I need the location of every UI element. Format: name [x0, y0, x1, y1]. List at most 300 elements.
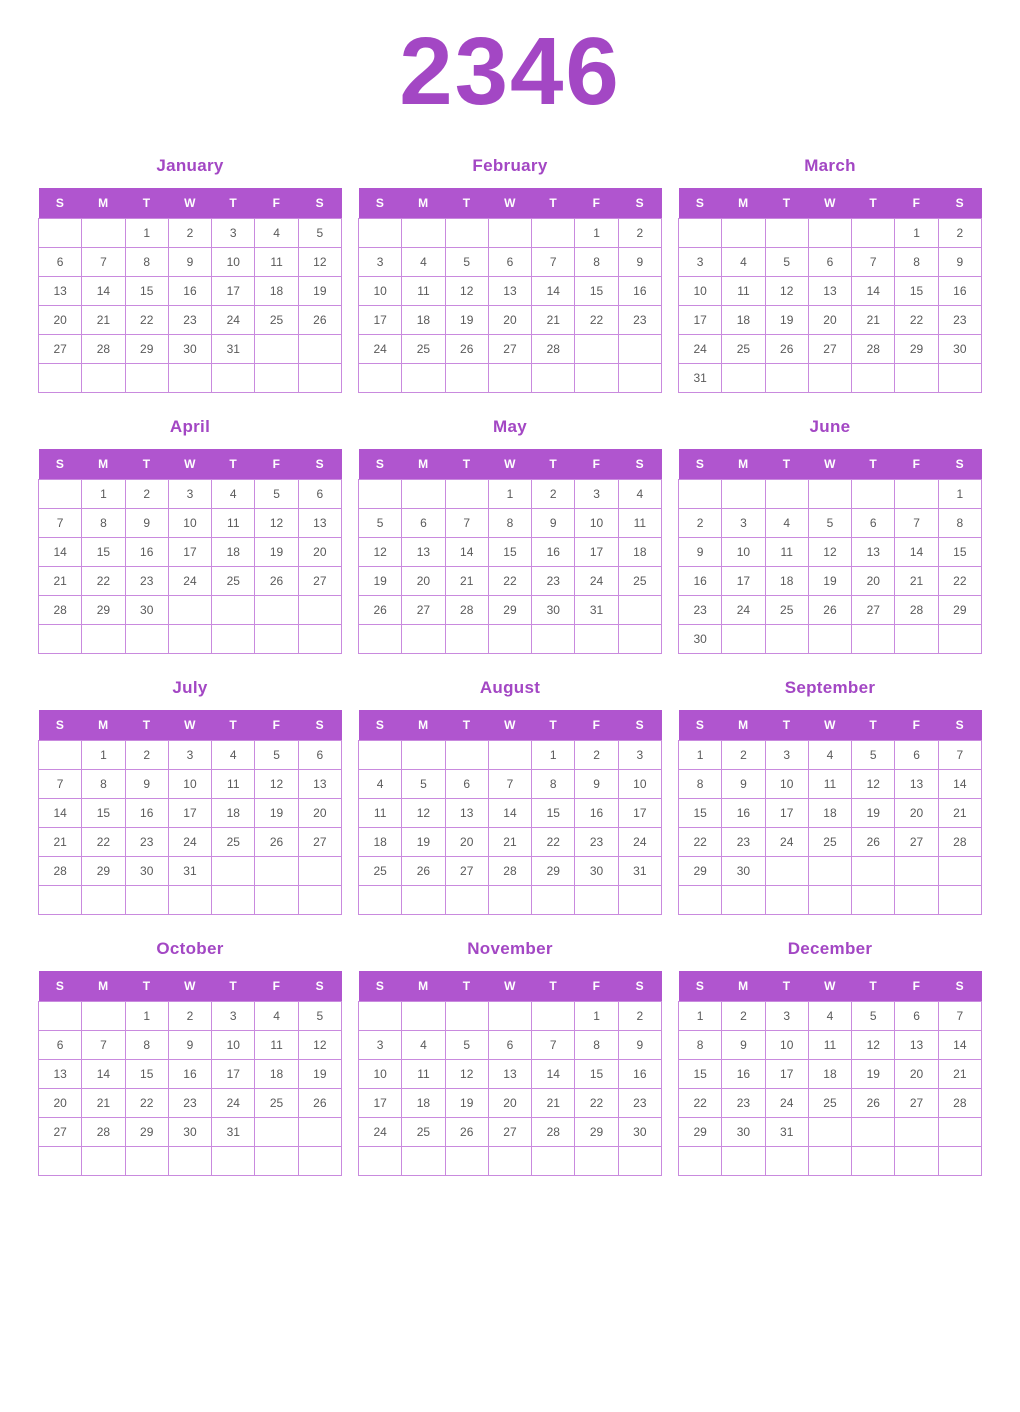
day-cell[interactable]: 28: [82, 335, 125, 364]
day-cell[interactable]: 17: [575, 538, 618, 567]
day-cell[interactable]: 23: [679, 596, 722, 625]
day-cell[interactable]: 16: [532, 538, 575, 567]
day-cell[interactable]: 28: [39, 857, 82, 886]
day-cell[interactable]: 26: [255, 567, 298, 596]
day-cell[interactable]: 27: [852, 596, 895, 625]
day-cell[interactable]: 9: [679, 538, 722, 567]
day-cell[interactable]: 26: [359, 596, 402, 625]
day-cell[interactable]: 11: [402, 1060, 445, 1089]
day-cell[interactable]: 25: [618, 567, 661, 596]
day-cell[interactable]: 24: [359, 1118, 402, 1147]
day-cell[interactable]: 10: [618, 770, 661, 799]
day-cell[interactable]: 25: [808, 1089, 851, 1118]
day-cell[interactable]: 11: [255, 1031, 298, 1060]
day-cell[interactable]: 4: [212, 741, 255, 770]
day-cell[interactable]: 6: [895, 741, 938, 770]
day-cell[interactable]: 23: [125, 567, 168, 596]
day-cell[interactable]: 6: [402, 509, 445, 538]
day-cell[interactable]: 3: [212, 1002, 255, 1031]
day-cell[interactable]: 21: [938, 1060, 981, 1089]
day-cell[interactable]: 29: [938, 596, 981, 625]
day-cell[interactable]: 13: [39, 277, 82, 306]
day-cell[interactable]: 7: [532, 248, 575, 277]
day-cell[interactable]: 9: [722, 1031, 765, 1060]
day-cell[interactable]: 22: [125, 306, 168, 335]
day-cell[interactable]: 26: [298, 1089, 341, 1118]
day-cell[interactable]: 15: [82, 538, 125, 567]
day-cell[interactable]: 24: [722, 596, 765, 625]
day-cell[interactable]: 3: [212, 219, 255, 248]
day-cell[interactable]: 29: [895, 335, 938, 364]
day-cell[interactable]: 5: [445, 1031, 488, 1060]
day-cell[interactable]: 2: [575, 741, 618, 770]
day-cell[interactable]: 26: [445, 335, 488, 364]
day-cell[interactable]: 6: [852, 509, 895, 538]
day-cell[interactable]: 5: [255, 480, 298, 509]
day-cell[interactable]: 3: [168, 741, 211, 770]
day-cell[interactable]: 15: [895, 277, 938, 306]
day-cell[interactable]: 2: [722, 1002, 765, 1031]
day-cell[interactable]: 6: [808, 248, 851, 277]
day-cell[interactable]: 9: [575, 770, 618, 799]
day-cell[interactable]: 8: [575, 248, 618, 277]
day-cell[interactable]: 15: [679, 1060, 722, 1089]
day-cell[interactable]: 31: [212, 335, 255, 364]
day-cell[interactable]: 3: [168, 480, 211, 509]
day-cell[interactable]: 13: [852, 538, 895, 567]
day-cell[interactable]: 26: [255, 828, 298, 857]
day-cell[interactable]: 28: [445, 596, 488, 625]
day-cell[interactable]: 9: [618, 248, 661, 277]
day-cell[interactable]: 19: [255, 799, 298, 828]
day-cell[interactable]: 5: [298, 1002, 341, 1031]
day-cell[interactable]: 17: [618, 799, 661, 828]
day-cell[interactable]: 19: [255, 538, 298, 567]
day-cell[interactable]: 23: [938, 306, 981, 335]
day-cell[interactable]: 13: [402, 538, 445, 567]
day-cell[interactable]: 9: [168, 248, 211, 277]
day-cell[interactable]: 16: [168, 1060, 211, 1089]
day-cell[interactable]: 23: [125, 828, 168, 857]
day-cell[interactable]: 4: [722, 248, 765, 277]
day-cell[interactable]: 12: [765, 277, 808, 306]
day-cell[interactable]: 30: [125, 857, 168, 886]
day-cell[interactable]: 27: [298, 567, 341, 596]
day-cell[interactable]: 23: [618, 306, 661, 335]
day-cell[interactable]: 3: [618, 741, 661, 770]
day-cell[interactable]: 30: [722, 1118, 765, 1147]
day-cell[interactable]: 19: [445, 1089, 488, 1118]
day-cell[interactable]: 22: [575, 1089, 618, 1118]
day-cell[interactable]: 18: [402, 306, 445, 335]
day-cell[interactable]: 29: [82, 857, 125, 886]
day-cell[interactable]: 26: [402, 857, 445, 886]
day-cell[interactable]: 1: [532, 741, 575, 770]
day-cell[interactable]: 11: [722, 277, 765, 306]
day-cell[interactable]: 13: [488, 1060, 531, 1089]
day-cell[interactable]: 6: [39, 1031, 82, 1060]
day-cell[interactable]: 3: [765, 741, 808, 770]
day-cell[interactable]: 2: [125, 741, 168, 770]
day-cell[interactable]: 10: [765, 1031, 808, 1060]
day-cell[interactable]: 7: [82, 248, 125, 277]
day-cell[interactable]: 20: [39, 306, 82, 335]
day-cell[interactable]: 3: [722, 509, 765, 538]
day-cell[interactable]: 2: [532, 480, 575, 509]
day-cell[interactable]: 18: [808, 799, 851, 828]
day-cell[interactable]: 27: [895, 828, 938, 857]
day-cell[interactable]: 7: [445, 509, 488, 538]
day-cell[interactable]: 1: [938, 480, 981, 509]
day-cell[interactable]: 15: [938, 538, 981, 567]
day-cell[interactable]: 14: [39, 538, 82, 567]
day-cell[interactable]: 16: [722, 1060, 765, 1089]
day-cell[interactable]: 27: [402, 596, 445, 625]
day-cell[interactable]: 14: [39, 799, 82, 828]
day-cell[interactable]: 25: [212, 828, 255, 857]
day-cell[interactable]: 23: [722, 828, 765, 857]
day-cell[interactable]: 5: [852, 741, 895, 770]
day-cell[interactable]: 28: [852, 335, 895, 364]
day-cell[interactable]: 5: [808, 509, 851, 538]
day-cell[interactable]: 21: [39, 567, 82, 596]
day-cell[interactable]: 23: [618, 1089, 661, 1118]
day-cell[interactable]: 1: [82, 741, 125, 770]
day-cell[interactable]: 23: [532, 567, 575, 596]
day-cell[interactable]: 26: [445, 1118, 488, 1147]
day-cell[interactable]: 14: [445, 538, 488, 567]
day-cell[interactable]: 30: [168, 1118, 211, 1147]
day-cell[interactable]: 17: [168, 799, 211, 828]
day-cell[interactable]: 29: [125, 335, 168, 364]
day-cell[interactable]: 5: [852, 1002, 895, 1031]
day-cell[interactable]: 29: [575, 1118, 618, 1147]
day-cell[interactable]: 21: [895, 567, 938, 596]
day-cell[interactable]: 16: [125, 799, 168, 828]
day-cell[interactable]: 21: [82, 1089, 125, 1118]
day-cell[interactable]: 16: [938, 277, 981, 306]
day-cell[interactable]: 10: [722, 538, 765, 567]
day-cell[interactable]: 16: [618, 1060, 661, 1089]
day-cell[interactable]: 2: [722, 741, 765, 770]
day-cell[interactable]: 21: [445, 567, 488, 596]
day-cell[interactable]: 18: [212, 538, 255, 567]
day-cell[interactable]: 5: [298, 219, 341, 248]
day-cell[interactable]: 19: [445, 306, 488, 335]
day-cell[interactable]: 19: [298, 1060, 341, 1089]
day-cell[interactable]: 1: [575, 1002, 618, 1031]
day-cell[interactable]: 11: [212, 509, 255, 538]
day-cell[interactable]: 30: [168, 335, 211, 364]
day-cell[interactable]: 12: [298, 1031, 341, 1060]
day-cell[interactable]: 28: [488, 857, 531, 886]
day-cell[interactable]: 28: [532, 1118, 575, 1147]
day-cell[interactable]: 20: [895, 1060, 938, 1089]
day-cell[interactable]: 26: [298, 306, 341, 335]
day-cell[interactable]: 17: [359, 1089, 402, 1118]
day-cell[interactable]: 9: [532, 509, 575, 538]
day-cell[interactable]: 28: [895, 596, 938, 625]
day-cell[interactable]: 13: [298, 509, 341, 538]
day-cell[interactable]: 4: [402, 248, 445, 277]
day-cell[interactable]: 7: [852, 248, 895, 277]
day-cell[interactable]: 16: [679, 567, 722, 596]
day-cell[interactable]: 25: [808, 828, 851, 857]
day-cell[interactable]: 26: [852, 828, 895, 857]
day-cell[interactable]: 30: [618, 1118, 661, 1147]
day-cell[interactable]: 3: [679, 248, 722, 277]
day-cell[interactable]: 4: [402, 1031, 445, 1060]
day-cell[interactable]: 10: [168, 509, 211, 538]
day-cell[interactable]: 27: [298, 828, 341, 857]
day-cell[interactable]: 9: [125, 770, 168, 799]
day-cell[interactable]: 4: [255, 219, 298, 248]
day-cell[interactable]: 24: [575, 567, 618, 596]
day-cell[interactable]: 17: [765, 1060, 808, 1089]
day-cell[interactable]: 25: [765, 596, 808, 625]
day-cell[interactable]: 8: [575, 1031, 618, 1060]
day-cell[interactable]: 18: [255, 277, 298, 306]
day-cell[interactable]: 15: [488, 538, 531, 567]
day-cell[interactable]: 9: [618, 1031, 661, 1060]
day-cell[interactable]: 8: [938, 509, 981, 538]
day-cell[interactable]: 27: [808, 335, 851, 364]
day-cell[interactable]: 22: [679, 1089, 722, 1118]
day-cell[interactable]: 6: [488, 1031, 531, 1060]
day-cell[interactable]: 17: [679, 306, 722, 335]
day-cell[interactable]: 20: [488, 1089, 531, 1118]
day-cell[interactable]: 10: [679, 277, 722, 306]
day-cell[interactable]: 20: [402, 567, 445, 596]
day-cell[interactable]: 23: [168, 306, 211, 335]
day-cell[interactable]: 7: [938, 741, 981, 770]
day-cell[interactable]: 2: [679, 509, 722, 538]
day-cell[interactable]: 20: [852, 567, 895, 596]
day-cell[interactable]: 23: [168, 1089, 211, 1118]
day-cell[interactable]: 7: [82, 1031, 125, 1060]
day-cell[interactable]: 1: [575, 219, 618, 248]
day-cell[interactable]: 31: [168, 857, 211, 886]
day-cell[interactable]: 31: [618, 857, 661, 886]
day-cell[interactable]: 5: [402, 770, 445, 799]
day-cell[interactable]: 10: [359, 1060, 402, 1089]
day-cell[interactable]: 21: [39, 828, 82, 857]
day-cell[interactable]: 4: [255, 1002, 298, 1031]
day-cell[interactable]: 14: [488, 799, 531, 828]
day-cell[interactable]: 19: [402, 828, 445, 857]
day-cell[interactable]: 9: [125, 509, 168, 538]
day-cell[interactable]: 19: [852, 1060, 895, 1089]
day-cell[interactable]: 24: [679, 335, 722, 364]
day-cell[interactable]: 31: [679, 364, 722, 393]
day-cell[interactable]: 20: [488, 306, 531, 335]
day-cell[interactable]: 6: [298, 741, 341, 770]
day-cell[interactable]: 28: [39, 596, 82, 625]
day-cell[interactable]: 28: [532, 335, 575, 364]
day-cell[interactable]: 8: [895, 248, 938, 277]
day-cell[interactable]: 31: [765, 1118, 808, 1147]
day-cell[interactable]: 29: [532, 857, 575, 886]
day-cell[interactable]: 10: [575, 509, 618, 538]
day-cell[interactable]: 22: [532, 828, 575, 857]
day-cell[interactable]: 15: [575, 1060, 618, 1089]
day-cell[interactable]: 4: [618, 480, 661, 509]
day-cell[interactable]: 11: [402, 277, 445, 306]
day-cell[interactable]: 30: [575, 857, 618, 886]
day-cell[interactable]: 23: [575, 828, 618, 857]
day-cell[interactable]: 8: [532, 770, 575, 799]
day-cell[interactable]: 4: [765, 509, 808, 538]
day-cell[interactable]: 8: [679, 770, 722, 799]
day-cell[interactable]: 17: [765, 799, 808, 828]
day-cell[interactable]: 8: [82, 509, 125, 538]
day-cell[interactable]: 14: [82, 277, 125, 306]
day-cell[interactable]: 22: [82, 828, 125, 857]
day-cell[interactable]: 22: [575, 306, 618, 335]
day-cell[interactable]: 12: [255, 509, 298, 538]
day-cell[interactable]: 1: [488, 480, 531, 509]
day-cell[interactable]: 12: [445, 1060, 488, 1089]
day-cell[interactable]: 27: [39, 1118, 82, 1147]
day-cell[interactable]: 27: [445, 857, 488, 886]
day-cell[interactable]: 14: [895, 538, 938, 567]
day-cell[interactable]: 15: [125, 1060, 168, 1089]
day-cell[interactable]: 4: [808, 1002, 851, 1031]
day-cell[interactable]: 12: [852, 770, 895, 799]
day-cell[interactable]: 2: [168, 1002, 211, 1031]
day-cell[interactable]: 18: [765, 567, 808, 596]
day-cell[interactable]: 14: [532, 277, 575, 306]
day-cell[interactable]: 25: [722, 335, 765, 364]
day-cell[interactable]: 26: [852, 1089, 895, 1118]
day-cell[interactable]: 27: [488, 1118, 531, 1147]
day-cell[interactable]: 30: [938, 335, 981, 364]
day-cell[interactable]: 3: [575, 480, 618, 509]
day-cell[interactable]: 6: [895, 1002, 938, 1031]
day-cell[interactable]: 10: [359, 277, 402, 306]
day-cell[interactable]: 3: [765, 1002, 808, 1031]
day-cell[interactable]: 11: [212, 770, 255, 799]
day-cell[interactable]: 2: [168, 219, 211, 248]
day-cell[interactable]: 23: [722, 1089, 765, 1118]
day-cell[interactable]: 1: [679, 741, 722, 770]
day-cell[interactable]: 19: [765, 306, 808, 335]
day-cell[interactable]: 16: [168, 277, 211, 306]
day-cell[interactable]: 17: [212, 277, 255, 306]
day-cell[interactable]: 6: [39, 248, 82, 277]
day-cell[interactable]: 18: [722, 306, 765, 335]
day-cell[interactable]: 16: [722, 799, 765, 828]
day-cell[interactable]: 18: [359, 828, 402, 857]
day-cell[interactable]: 7: [39, 770, 82, 799]
day-cell[interactable]: 4: [808, 741, 851, 770]
day-cell[interactable]: 19: [298, 277, 341, 306]
day-cell[interactable]: 14: [938, 1031, 981, 1060]
day-cell[interactable]: 22: [895, 306, 938, 335]
day-cell[interactable]: 19: [808, 567, 851, 596]
day-cell[interactable]: 12: [255, 770, 298, 799]
day-cell[interactable]: 21: [488, 828, 531, 857]
day-cell[interactable]: 4: [359, 770, 402, 799]
day-cell[interactable]: 8: [679, 1031, 722, 1060]
day-cell[interactable]: 17: [722, 567, 765, 596]
day-cell[interactable]: 24: [765, 828, 808, 857]
day-cell[interactable]: 2: [618, 219, 661, 248]
day-cell[interactable]: 5: [765, 248, 808, 277]
day-cell[interactable]: 11: [255, 248, 298, 277]
day-cell[interactable]: 1: [82, 480, 125, 509]
day-cell[interactable]: 18: [402, 1089, 445, 1118]
day-cell[interactable]: 22: [679, 828, 722, 857]
day-cell[interactable]: 1: [679, 1002, 722, 1031]
day-cell[interactable]: 16: [125, 538, 168, 567]
day-cell[interactable]: 8: [488, 509, 531, 538]
day-cell[interactable]: 25: [402, 1118, 445, 1147]
day-cell[interactable]: 28: [82, 1118, 125, 1147]
day-cell[interactable]: 10: [168, 770, 211, 799]
day-cell[interactable]: 29: [125, 1118, 168, 1147]
day-cell[interactable]: 12: [445, 277, 488, 306]
day-cell[interactable]: 24: [765, 1089, 808, 1118]
day-cell[interactable]: 1: [125, 1002, 168, 1031]
day-cell[interactable]: 13: [895, 1031, 938, 1060]
day-cell[interactable]: 10: [765, 770, 808, 799]
day-cell[interactable]: 24: [212, 306, 255, 335]
day-cell[interactable]: 21: [938, 799, 981, 828]
day-cell[interactable]: 27: [895, 1089, 938, 1118]
day-cell[interactable]: 12: [808, 538, 851, 567]
day-cell[interactable]: 5: [359, 509, 402, 538]
day-cell[interactable]: 22: [488, 567, 531, 596]
day-cell[interactable]: 11: [808, 1031, 851, 1060]
day-cell[interactable]: 18: [808, 1060, 851, 1089]
day-cell[interactable]: 13: [298, 770, 341, 799]
day-cell[interactable]: 10: [212, 1031, 255, 1060]
day-cell[interactable]: 6: [488, 248, 531, 277]
day-cell[interactable]: 12: [402, 799, 445, 828]
day-cell[interactable]: 11: [618, 509, 661, 538]
day-cell[interactable]: 24: [168, 567, 211, 596]
day-cell[interactable]: 13: [39, 1060, 82, 1089]
day-cell[interactable]: 9: [168, 1031, 211, 1060]
day-cell[interactable]: 19: [852, 799, 895, 828]
day-cell[interactable]: 20: [39, 1089, 82, 1118]
day-cell[interactable]: 29: [82, 596, 125, 625]
day-cell[interactable]: 26: [765, 335, 808, 364]
day-cell[interactable]: 24: [359, 335, 402, 364]
day-cell[interactable]: 3: [359, 248, 402, 277]
day-cell[interactable]: 21: [82, 306, 125, 335]
day-cell[interactable]: 21: [532, 1089, 575, 1118]
day-cell[interactable]: 20: [298, 538, 341, 567]
day-cell[interactable]: 14: [938, 770, 981, 799]
day-cell[interactable]: 17: [168, 538, 211, 567]
day-cell[interactable]: 13: [895, 770, 938, 799]
day-cell[interactable]: 12: [852, 1031, 895, 1060]
day-cell[interactable]: 1: [125, 219, 168, 248]
day-cell[interactable]: 15: [679, 799, 722, 828]
day-cell[interactable]: 9: [938, 248, 981, 277]
day-cell[interactable]: 14: [82, 1060, 125, 1089]
day-cell[interactable]: 15: [82, 799, 125, 828]
day-cell[interactable]: 3: [359, 1031, 402, 1060]
day-cell[interactable]: 14: [852, 277, 895, 306]
day-cell[interactable]: 7: [39, 509, 82, 538]
day-cell[interactable]: 14: [532, 1060, 575, 1089]
day-cell[interactable]: 25: [402, 335, 445, 364]
day-cell[interactable]: 13: [445, 799, 488, 828]
day-cell[interactable]: 16: [618, 277, 661, 306]
